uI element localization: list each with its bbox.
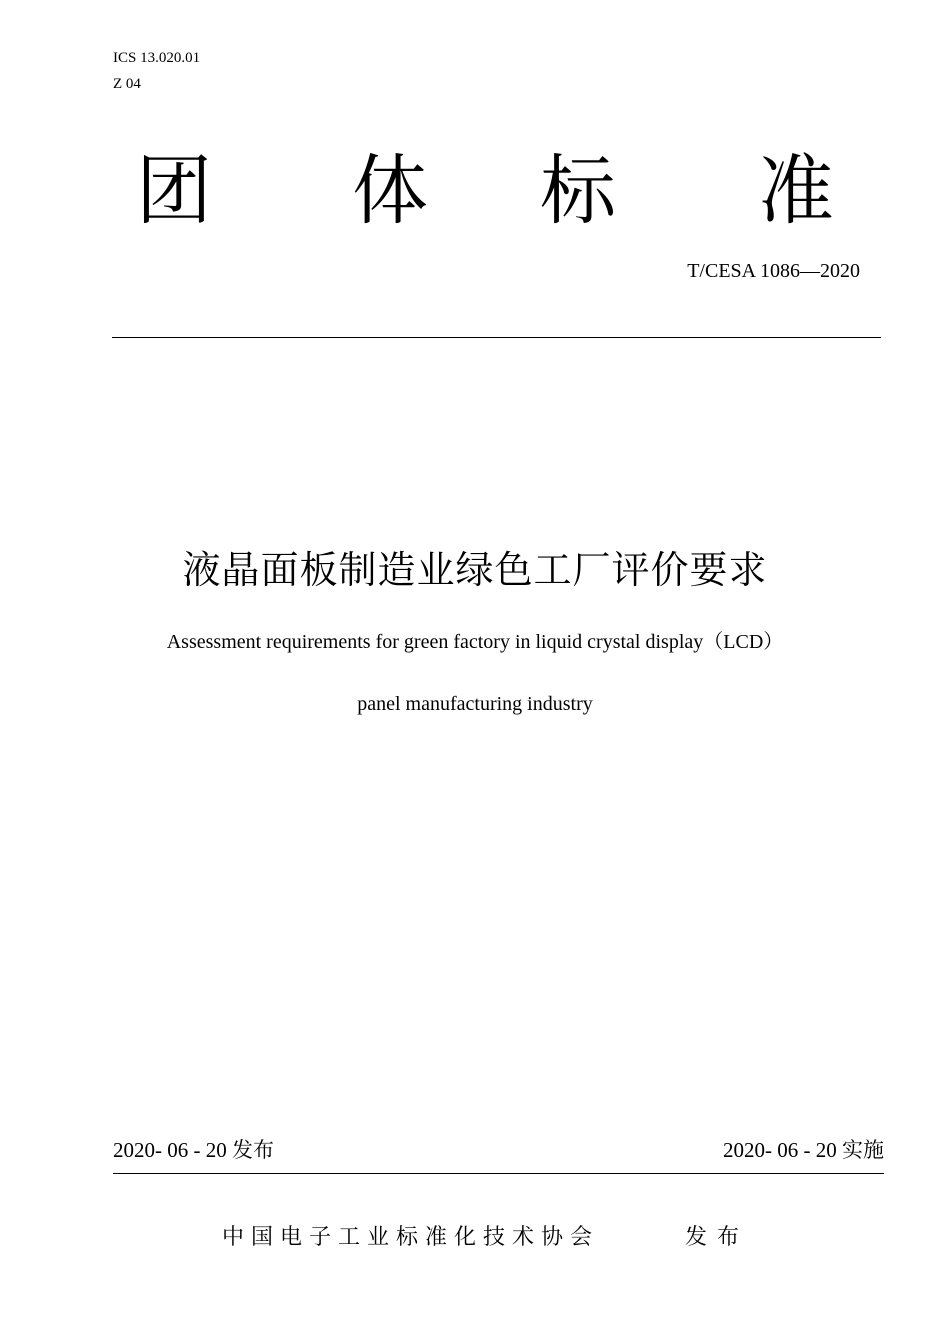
banner-char-1: 团 <box>136 146 212 235</box>
standard-number: T/CESA 1086—2020 <box>687 260 860 282</box>
classification-code: Z 04 <box>113 76 141 92</box>
title-english-line-1: Assessment requirements for green factory in liquid crystal display（LCD） <box>166 631 784 653</box>
title-english-line-2: panel manufacturing industry <box>357 693 593 715</box>
top-divider <box>112 337 881 338</box>
banner-char-2: 体 <box>352 146 428 235</box>
banner-char-3: 标 <box>540 146 616 235</box>
bottom-divider <box>113 1173 884 1174</box>
publish-date: 2020- 06 - 20 发布 <box>113 1138 274 1162</box>
issuer-action: 发布 <box>685 1225 750 1250</box>
banner-char-4: 准 <box>758 146 834 235</box>
ics-code: ICS 13.020.01 <box>113 50 201 66</box>
title-chinese: 液晶面板制造业绿色工厂评价要求 <box>182 548 768 592</box>
implement-date: 2020- 06 - 20 实施 <box>723 1138 884 1162</box>
issuer-name: 中国电子工业标准化技术协会 <box>222 1225 600 1250</box>
